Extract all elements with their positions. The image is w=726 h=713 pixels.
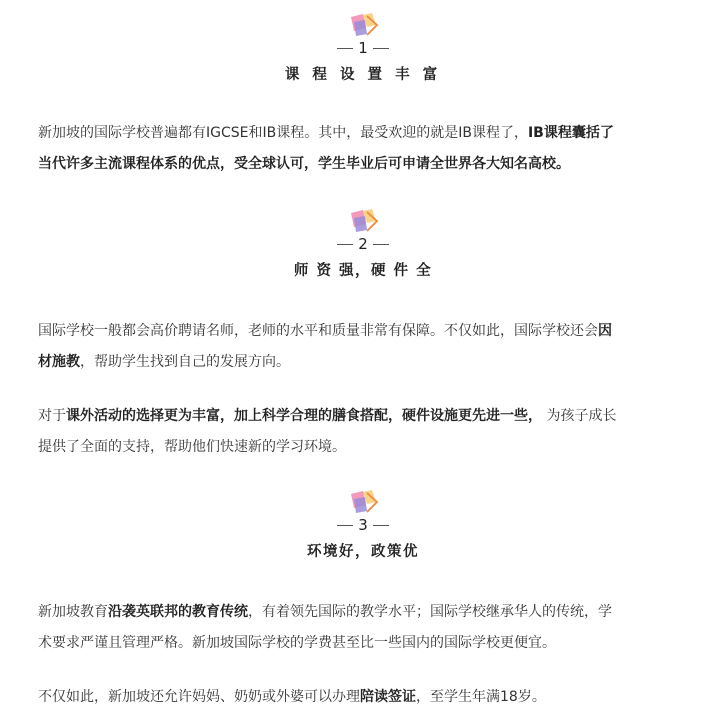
section-number-row: [0, 516, 726, 534]
bold-text-run: 材施教: [38, 354, 80, 370]
section-title: 环境好，政策优: [307, 544, 419, 560]
section-2-paragraph-1: [38, 316, 718, 378]
section-number-row: [0, 39, 726, 57]
section-3-paragraph-1: [38, 597, 718, 659]
bold-text-run: 沿袭英联邦的教育传统: [108, 604, 248, 620]
cube-emblem-icon: [346, 12, 380, 38]
section-1-paragraph-1: [38, 118, 718, 180]
bold-text-run: IB课程囊括了: [527, 125, 614, 141]
section-3-paragraph-2: [38, 682, 718, 713]
bold-text-run: 课外活动的选择更为丰富，加上科学合理的膳食搭配，硬件设施更先进一些，: [66, 408, 542, 424]
text-run: 为孩子成长: [542, 408, 617, 424]
divider-dash: [337, 244, 353, 245]
divider-dash: [337, 48, 353, 49]
divider-dash: [373, 244, 389, 245]
bold-text-run: 因: [598, 323, 612, 339]
cube-emblem-icon: [346, 489, 380, 515]
text-run: ，至学生年满18岁。: [416, 689, 546, 705]
text-run: 术要求严谨且管理严格。新加坡国际学校的学费甚至比一些国内的国际学校更便宜。: [38, 635, 556, 651]
bold-text-run: 陪读签证: [360, 689, 416, 705]
text-run: 提供了全面的支持，帮助他们快速新的学习环境。: [38, 439, 346, 455]
section-title: 师 资 强，硬 件 全: [293, 263, 433, 279]
cube-emblem-icon: [346, 208, 380, 234]
section-3-header: [0, 489, 726, 562]
section-2-header: [0, 208, 726, 281]
text-run: 对于: [38, 408, 66, 424]
text-run: ，帮助学生找到自己的发展方向。: [80, 354, 290, 370]
section-1-header: [0, 12, 726, 85]
text-run: 国际学校一般都会高价聘请名师，老师的水平和质量非常有保障。不仅如此，国际学校还会: [38, 323, 598, 339]
text-run: 新加坡教育: [38, 604, 108, 620]
text-run: 新加坡的国际学校普遍都有IGCSE和IB课程。其中，最受欢迎的就是IB课程了，: [38, 125, 528, 141]
section-number: 3: [358, 516, 368, 534]
text-run: ，有着领先国际的教学水平；国际学校继承华人的传统，学: [248, 604, 612, 620]
text-run: 不仅如此，新加坡还允许妈妈、奶奶或外婆可以办理: [38, 689, 360, 705]
section-number: 2: [358, 235, 368, 253]
section-title: 课 程 设 置 丰 富: [284, 67, 442, 83]
divider-dash: [337, 525, 353, 526]
bold-text-run: 当代许多主流课程体系的优点，受全球认可，学生毕业后可申请全世界各大知名高校。: [38, 156, 570, 172]
section-number: 1: [358, 39, 368, 57]
section-number-row: [0, 235, 726, 253]
divider-dash: [373, 48, 389, 49]
divider-dash: [373, 525, 389, 526]
section-2-paragraph-2: [38, 401, 718, 463]
